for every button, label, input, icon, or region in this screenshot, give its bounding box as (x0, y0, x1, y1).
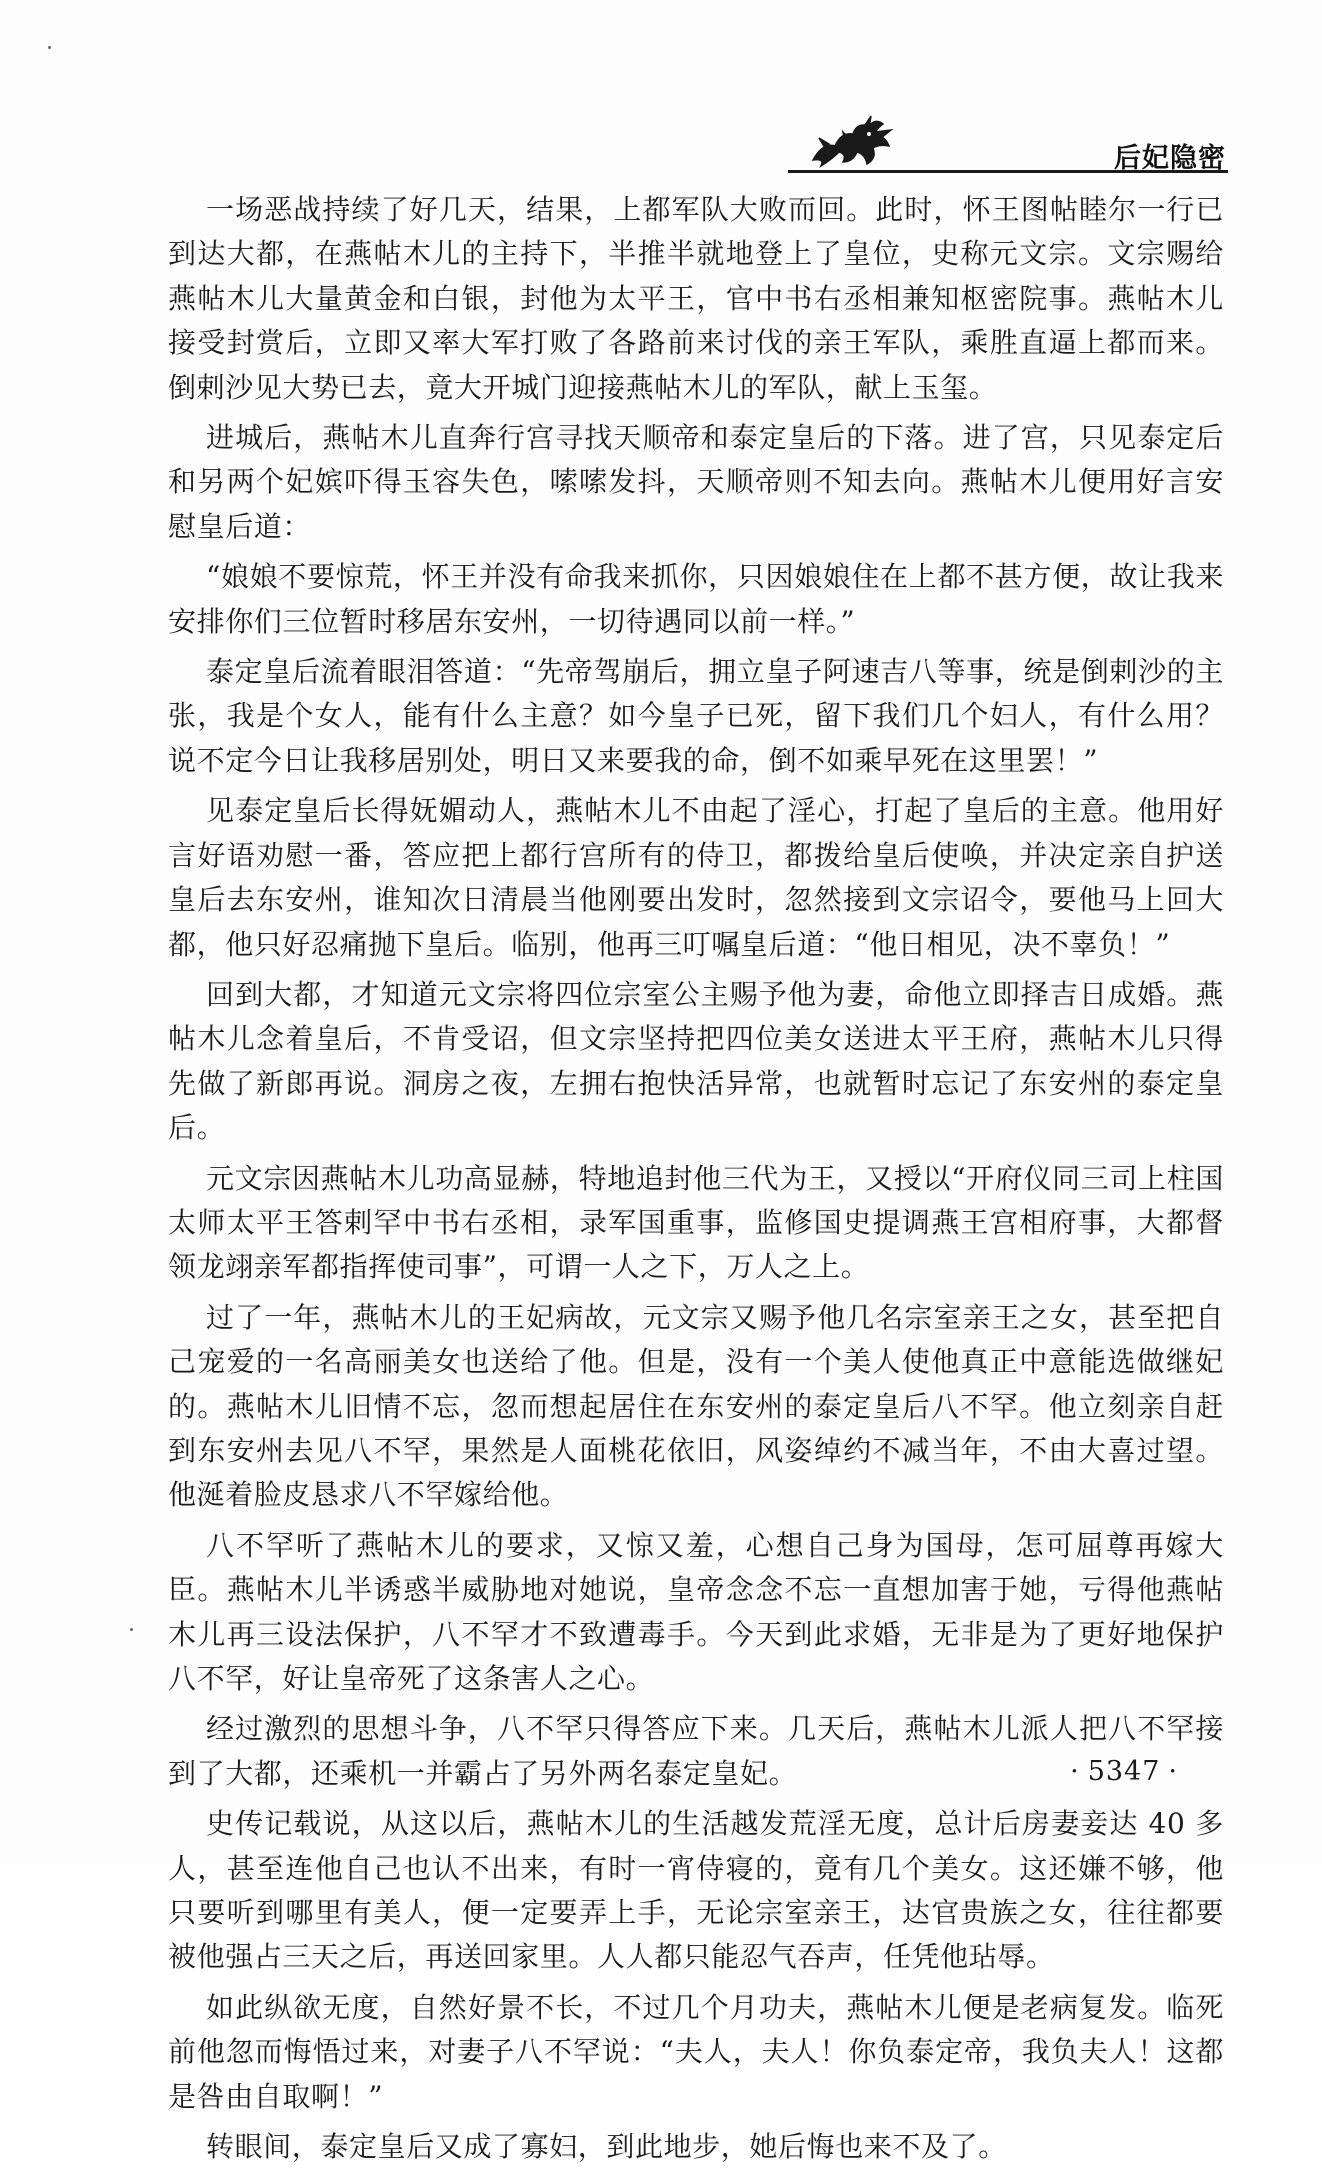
dragon-emblem-icon (805, 112, 897, 172)
paragraph: 一场恶战持续了好几天，结果，上都军队大败而回。此时，怀王图帖睦尔一行已到达大都，在燕帖木儿的主持下，半推半就地登上了皇位，史称元文宗。文宗赐给燕帖木儿大量黄金和白银，封他为太平王，官中书右丞相兼知枢密院事。燕帖木儿接受封赏后，立即又率大军打败了各路前来讨伐的亲王军队，乘胜直逼上都而来。倒剌沙见大势已去，竟大开城门迎接燕帖木儿的军队，献上玉玺。 (168, 193, 1224, 404)
article-body (168, 188, 1224, 2175)
page-header (0, 0, 1322, 180)
scan-speck (130, 1628, 133, 1631)
paragraph: 如此纵欲无度，自然好景不长，不过几个月功夫，燕帖木儿便是老病复发。临死前他忽而悔悟过来，对妻子八不罕说：“夫人，夫人！你负泰定帝，我负夫人！这都是咎由自取啊！” (168, 1990, 1224, 2113)
paragraph: 史传记载说，从这以后，燕帖木儿的生活越发荒淫无度，总计后房妻妾达 40 多人，甚至连他自己也认不出来，有时一宵侍寝的，竟有几个美女。这还嫌不够，他只要听到哪里有美人，便一定要弄上手，无论宗室亲王，达官贵族之女，往往都要被他强占三天之后，再送回家里。人人都只能忍气吞声，任凭他玷辱。 (168, 1807, 1224, 1974)
paragraph: 过了一年，燕帖木儿的王妃病故，元文宗又赐予他几名宗室亲王之女，甚至把自己宠爱的一名高丽美女也送给了他。但是，没有一个美人使他真正中意能选做继妃的。燕帖木儿旧情不忘，忽而想起居住在东安州的泰定皇后八不罕。他立刻亲自赶到东安州去见八不罕，果然是人面桃花依旧，风姿绰约不减当年，不由大喜过望。他涎着脸皮恳求八不罕嫁给他。 (168, 1300, 1224, 1512)
footer-bullet-left: · (1070, 1756, 1080, 1787)
paragraph: 回到大都，才知道元文宗将四位宗室公主赐予他为妻，命他立即择吉日成婚。燕帖木儿念着皇后，不肯受诏，但文宗坚持把四位美女送进太平王府，燕帖木儿只得先做了新郎再说。洞房之夜，左拥右抱快活异常，也就暂时忘记了东安州的泰定皇后。 (168, 977, 1224, 1145)
paragraph: 八不罕听了燕帖木儿的要求，又惊又羞，心想自己身为国母，怎可屈尊再嫁大臣。燕帖木儿半诱惑半威胁地对她说，皇帝念念不忘一直想加害于她，亏得他燕帖木儿再三设法保护，八不罕才不致遭毒手。今天到此求婚，无非是为了更好地保护八不罕，好让皇帝死了这条害人之心。 (168, 1528, 1224, 1695)
paragraph: 进城后，燕帖木儿直奔行宫寻找天顺帝和泰定皇后的下落。进了宫，只见泰定后和另两个妃嫔吓得玉容失色，嗦嗦发抖，天顺帝则不知去向。燕帖木儿便用好言安慰皇后道： (168, 421, 1224, 543)
paragraph: 元文宗因燕帖木儿功高显赫，特地追封他三代为王，又授以“开府仪同三司上柱国太师太平王答剌罕中书右丞相，录军国重事，监修国史提调燕王宫相府事，大都督领龙翊亲军都指挥使司事”，可谓一人之下，万人之上。 (168, 1161, 1224, 1284)
page-number: 5347 (1087, 1756, 1161, 1787)
scan-speck (48, 46, 51, 49)
header-divider (788, 170, 1228, 173)
paragraph: 转眼间，泰定皇后又成了寡妇，到此地步，她后悔也来不及了。 (206, 2130, 1007, 2164)
page-footer (1062, 1756, 1186, 1787)
paragraph: “娘娘不要惊荒，怀王并没有命我来抓你，只因娘娘住在上都不甚方便，故让我来安排你们三位暂时移居东安州，一切待遇同以前一样。” (168, 560, 1224, 638)
paragraph: 见泰定皇后长得妩媚动人，燕帖木儿不由起了淫心，打起了皇后的主意。他用好言好语劝慰一番，答应把上都行宫所有的侍卫，都拨给皇后使唤，并决定亲自护送皇后去东安州，谁知次日清晨当他刚要出发时，忽然接到文宗诏令，要他马上回大都，他只好忍痛抛下皇后。临别，他再三叮嘱皇后道：“他日相见，决不辜负！” (168, 794, 1224, 961)
footer-bullet-right: · (1168, 1756, 1178, 1787)
paragraph: 泰定皇后流着眼泪答道：“先帝驾崩后，拥立皇子阿速吉八等事，统是倒剌沙的主张，我是个女人，能有什么主意？如今皇子已死，留下我们几个妇人，有什么用？说不定今日让我移居别处，明日又来要我的命，倒不如乘早死在这里罢！” (168, 655, 1224, 777)
paragraph: 经过激烈的思想斗争，八不罕只得答应下来。几天后，燕帖木儿派人把八不罕接到了大都，还乘机一并霸占了另外两名泰定皇妃。 (168, 1712, 1224, 1790)
running-header-title: 后妃隐密 (1114, 143, 1226, 174)
